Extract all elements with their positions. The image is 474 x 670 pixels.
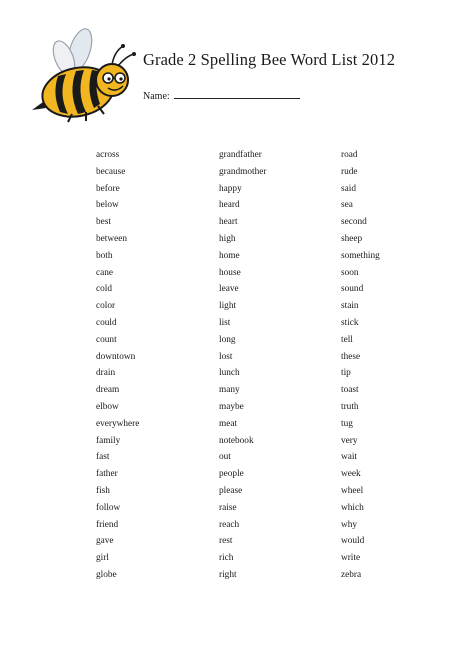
word-item: notebook xyxy=(219,435,254,446)
word-item: sea xyxy=(341,200,353,211)
word-item: follow xyxy=(96,502,121,513)
word-column-2 xyxy=(219,147,267,584)
word-item: would xyxy=(341,536,365,547)
word-item: please xyxy=(219,485,243,496)
word-item: family xyxy=(96,435,121,446)
word-item: fish xyxy=(96,485,110,496)
word-item: house xyxy=(219,267,241,278)
name-blank-line[interactable] xyxy=(174,89,300,99)
word-item: stick xyxy=(341,317,359,328)
word-item: road xyxy=(341,150,358,160)
word-item: heard xyxy=(219,200,240,211)
word-item: tug xyxy=(341,418,353,429)
word-item: raise xyxy=(219,502,237,513)
name-field-row xyxy=(143,89,300,102)
word-item: lunch xyxy=(219,368,240,379)
word-item: wait xyxy=(341,452,358,463)
page-title: Grade 2 Spelling Bee Word List 2012 xyxy=(143,50,396,69)
word-item: long xyxy=(219,334,236,345)
word-item: said xyxy=(341,183,356,194)
word-item: something xyxy=(341,250,380,261)
word-item: cold xyxy=(96,284,113,295)
word-item: many xyxy=(219,385,240,396)
word-item: truth xyxy=(341,401,359,412)
word-item: leave xyxy=(219,284,239,295)
word-item: right xyxy=(219,569,237,580)
word-item: second xyxy=(341,217,367,228)
word-column-3 xyxy=(341,147,380,584)
word-item: because xyxy=(96,166,126,177)
word-item: drain xyxy=(96,368,116,379)
name-label: Name: xyxy=(143,91,170,102)
word-item: home xyxy=(219,250,240,261)
word-item: lost xyxy=(219,351,233,362)
word-item: out xyxy=(219,452,231,463)
word-item: people xyxy=(219,469,244,480)
word-item: these xyxy=(341,351,361,362)
word-item: downtown xyxy=(96,351,136,362)
word-item: soon xyxy=(341,267,359,278)
word-item: week xyxy=(341,469,361,480)
word-item: rest xyxy=(219,536,233,547)
word-item: toast xyxy=(341,385,359,396)
word-item: reach xyxy=(219,519,240,530)
word-item: best xyxy=(96,217,111,228)
bee-icon xyxy=(28,28,140,128)
word-item: why xyxy=(341,519,358,530)
word-item: sound xyxy=(341,284,364,295)
word-item: friend xyxy=(96,519,119,530)
word-item: rich xyxy=(219,553,234,564)
word-item: both xyxy=(96,250,113,261)
word-item: which xyxy=(341,502,364,513)
word-item: wheel xyxy=(341,485,364,496)
word-item: list xyxy=(219,317,231,328)
word-item: dream xyxy=(96,385,120,396)
word-item: before xyxy=(96,183,120,194)
word-item: sheep xyxy=(341,233,363,244)
word-item: fast xyxy=(96,452,110,463)
word-item: girl xyxy=(96,553,109,564)
word-item: count xyxy=(96,334,117,345)
word-item: stain xyxy=(341,301,359,312)
word-item: rude xyxy=(341,166,358,177)
word-item: light xyxy=(219,301,237,312)
word-item: zebra xyxy=(341,569,362,580)
word-item: could xyxy=(96,317,117,328)
word-item: maybe xyxy=(219,401,244,412)
word-item: tip xyxy=(341,368,351,379)
word-item: grandfather xyxy=(219,150,262,160)
word-item: elbow xyxy=(96,401,119,412)
word-item: between xyxy=(96,233,127,244)
word-item: everywhere xyxy=(96,418,140,429)
word-item: grandmother xyxy=(219,166,267,177)
word-item: globe xyxy=(96,569,117,580)
word-item: meat xyxy=(219,418,238,429)
word-item: father xyxy=(96,469,118,480)
word-item: heart xyxy=(219,217,238,228)
word-item: tell xyxy=(341,334,353,345)
word-column-1 xyxy=(96,147,139,584)
word-item: very xyxy=(341,435,358,446)
word-item: write xyxy=(341,553,361,564)
word-item: gave xyxy=(96,536,114,547)
word-item: happy xyxy=(219,183,242,194)
word-item: color xyxy=(96,301,116,312)
word-item: high xyxy=(219,233,236,244)
word-item: cane xyxy=(96,267,114,278)
word-item: below xyxy=(96,200,119,211)
word-item: across xyxy=(96,150,120,160)
